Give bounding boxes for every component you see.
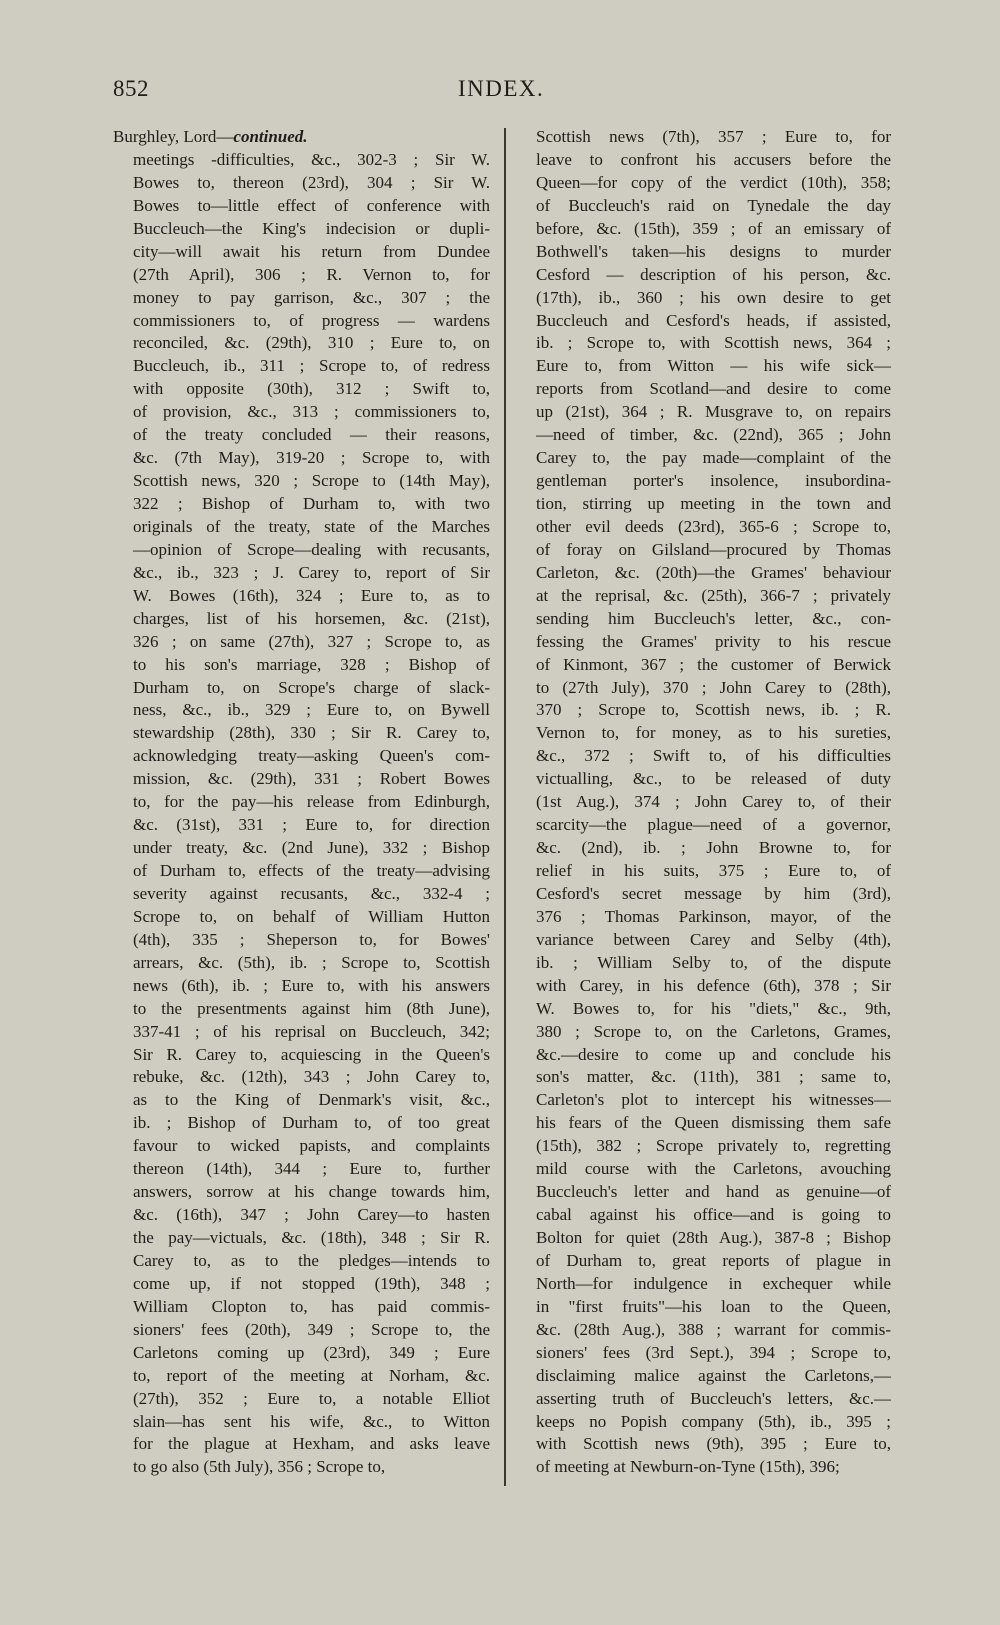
text-line: (27th April), 306 ; R. Vernon to, for [133, 264, 490, 284]
text-line: come up, if not stopped (19th), 348 ; [133, 1273, 490, 1293]
text-line: victualling, &c., to be released of duty [536, 769, 891, 789]
text-line: 380 ; Scrope to, on the Carletons, Grames, [536, 1021, 891, 1041]
text-line: Carleton's plot to intercept his witnesses— [536, 1090, 891, 1110]
text-line: ib. ; Scrope to, with Scottish news, 364 ; [536, 333, 891, 353]
text-line: 337-41 ; of his reprisal on Buccleuch, 342; [133, 1021, 490, 1041]
text-line: Bothwell's taken—his designs to murder [536, 241, 891, 261]
text-line: of meeting at Newburn-on-Tyne (15th), 396; [536, 1457, 840, 1477]
text-line: to, for the pay—his release from Edinburgh, [133, 792, 490, 812]
text-line: &c. (28th Aug.), 388 ; warrant for commis- [536, 1319, 891, 1339]
text-line: disclaiming malice against the Carletons,— [536, 1365, 891, 1385]
text-line: sending him Buccleuch's letter, &c., con- [536, 608, 891, 628]
text-line: 376 ; Thomas Parkinson, mayor, of the [536, 906, 891, 926]
text-line: variance between Carey and Selby (4th), [536, 929, 891, 949]
text-line: city—will await his return from Dundee [133, 241, 490, 261]
text-line: his fears of the Queen dismissing them safe [536, 1113, 891, 1133]
text-line: meetings -difficulties, &c., 302-3 ; Sir W. [133, 149, 490, 169]
page-number: 852 [113, 76, 149, 101]
text-line: W. Bowes to, for his "diets," &c., 9th, [536, 998, 891, 1018]
text-line: to his son's marriage, 328 ; Bishop of [133, 654, 490, 674]
text-line: at the reprisal, &c. (25th), 366-7 ; privately [536, 585, 891, 605]
text-line: mild course with the Carletons, avouching [536, 1159, 891, 1179]
text-line: to the presentments against him (8th June), [133, 998, 490, 1018]
text-line: stewardship (28th), 330 ; Sir R. Carey to, [133, 723, 490, 743]
text-line: the pay—victuals, &c. (18th), 348 ; Sir R. [133, 1228, 490, 1247]
text-line: news (6th), ib. ; Eure to, with his answers [133, 975, 490, 995]
text-line: Carey to, the pay made—complaint of the [536, 448, 891, 468]
text-line: scarcity—the plague—need of a governor, [536, 815, 891, 835]
text-line: 322 ; Bishop of Durham to, with two [133, 494, 490, 513]
text-line: reports from Scotland—and desire to come [536, 379, 891, 399]
text-line: ib. ; William Selby to, of the dispute [536, 952, 891, 972]
text-line: of Buccleuch's raid on Tynedale the day [536, 195, 891, 215]
entry-heading-name: Burghley, Lord— [113, 127, 234, 146]
text-line: with Carey, in his defence (6th), 378 ; Sir [536, 975, 891, 995]
text-line: William Clopton to, has paid commis- [133, 1296, 490, 1316]
text-line: Scottish news (7th), 357 ; Eure to, for [536, 127, 891, 146]
text-line: W. Bowes (16th), 324 ; Eure to, as to [133, 585, 490, 605]
text-line: originals of the treaty, state of the Marches [133, 516, 490, 536]
text-line: of the treaty concluded — their reasons, [133, 425, 490, 445]
text-line: cabal against his office—and is going to [536, 1205, 891, 1225]
text-line: &c., ib., 323 ; J. Carey to, report of Sir [133, 562, 490, 582]
text-line: (15th), 382 ; Scrope privately to, regretting [536, 1136, 891, 1156]
text-line: Bowes to—little effect of conference with [133, 195, 490, 215]
text-line: 326 ; on same (27th), 327 ; Scrope to, as [133, 631, 490, 651]
running-head: INDEX. [458, 76, 545, 101]
text-line: of foray on Gilsland—procured by Thomas [536, 539, 891, 559]
text-line: thereon (14th), 344 ; Eure to, further [133, 1159, 490, 1179]
text-line: ib. ; Bishop of Durham to, of too great [133, 1113, 490, 1133]
text-line: (1st Aug.), 374 ; John Carey to, of their [536, 792, 891, 812]
text-line: (4th), 335 ; Sheperson to, for Bowes' [133, 929, 490, 949]
text-line: gentleman porter's insolence, insubordina- [536, 471, 891, 491]
text-line: Cesford's secret message by him (3rd), [536, 883, 891, 903]
text-line: Buccleuch, ib., 311 ; Scrope to, of redress [133, 356, 490, 376]
text-line: Bowes to, thereon (23rd), 304 ; Sir W. [133, 172, 490, 192]
text-line: for the plague at Hexham, and asks leave [133, 1434, 490, 1454]
text-line: &c. (31st), 331 ; Eure to, for direction [133, 815, 490, 835]
text-line: Cesford — description of his person, &c. [536, 264, 891, 284]
column-divider [504, 128, 506, 1486]
text-line: with opposite (30th), 312 ; Swift to, [133, 379, 490, 399]
text-line: leave to confront his accusers before the [536, 149, 891, 169]
text-line: Buccleuch—the King's indecision or dupli- [133, 218, 490, 238]
text-line: charges, list of his horsemen, &c. (21st), [133, 608, 490, 628]
text-line: relief in his suits, 375 ; Eure to, of [536, 861, 891, 880]
text-line: Durham to, on Scrope's charge of slack- [133, 677, 490, 697]
text-line: tion, stirring up meeting in the town and [536, 494, 891, 513]
text-line: of Durham to, effects of the treaty—advising [133, 861, 490, 880]
text-line: with Scottish news (9th), 395 ; Eure to, [536, 1434, 891, 1454]
text-line: —need of timber, &c. (22nd), 365 ; John [536, 425, 891, 445]
text-line: rebuke, &c. (12th), 343 ; John Carey to, [133, 1067, 490, 1087]
text-line: 370 ; Scrope to, Scottish news, ib. ; R. [536, 700, 891, 720]
text-line: &c. (2nd), ib. ; John Browne to, for [536, 838, 891, 858]
text-line: (27th), 352 ; Eure to, a notable Elliot [133, 1388, 490, 1408]
text-line: &c.—desire to come up and conclude his [536, 1044, 891, 1064]
text-line: slain—has sent his wife, &c., to Witton [133, 1411, 490, 1431]
text-line: sioners' fees (20th), 349 ; Scrope to, the [133, 1319, 490, 1339]
text-line: Sir R. Carey to, acquiescing in the Queen's [133, 1044, 490, 1064]
text-line: Scottish news, 320 ; Scrope to (14th May), [133, 471, 490, 491]
text-line: in "first fruits"—his loan to the Queen, [536, 1296, 891, 1316]
text-line: Buccleuch and Cesford's heads, if assisted, [536, 310, 891, 330]
text-line: up (21st), 364 ; R. Musgrave to, on repairs [536, 402, 891, 422]
text-line: Carleton, &c. (20th)—the Grames' behaviour [536, 562, 891, 582]
text-line: —opinion of Scrope—dealing with recusants, [133, 539, 490, 559]
text-line: to go also (5th July), 356 ; Scrope to, [133, 1457, 386, 1477]
text-line: Carletons coming up (23rd), 349 ; Eure [133, 1342, 490, 1362]
text-line: son's matter, &c. (11th), 381 ; same to, [536, 1067, 891, 1087]
entry-heading [113, 126, 490, 149]
text-line: of provision, &c., 313 ; commissioners to, [133, 402, 490, 422]
text-line: Queen—for copy of the verdict (10th), 358; [536, 172, 891, 192]
text-line: favour to wicked papists, and complaints [133, 1136, 490, 1156]
text-line: acknowledging treaty—asking Queen's com- [133, 746, 490, 766]
text-line: North—for indulgence in exchequer while [536, 1273, 891, 1293]
text-line: Vernon to, for money, as to his sureties, [536, 723, 891, 743]
text-line: arrears, &c. (5th), ib. ; Scrope to, Scottish [133, 952, 490, 972]
text-line: of Kinmont, 367 ; the customer of Berwick [536, 654, 891, 674]
text-line: Bolton for quiet (28th Aug.), 387-8 ; Bishop [536, 1228, 891, 1247]
text-line: Buccleuch's letter and hand as genuine—of [536, 1182, 891, 1202]
text-line: Carey to, as to the pledges—intends to [133, 1250, 490, 1270]
text-line: &c. (16th), 347 ; John Carey—to hasten [133, 1205, 490, 1225]
text-line: fessing the Grames' privity to his rescue [536, 631, 891, 651]
text-line: asserting truth of Buccleuch's letters, &c.— [536, 1388, 891, 1408]
text-line: to, report of the meeting at Norham, &c. [133, 1365, 490, 1385]
text-line: Scrope to, on behalf of William Hutton [133, 906, 490, 926]
text-line: ness, &c., ib., 329 ; Eure to, on Bywell [133, 700, 490, 720]
text-line: as to the King of Denmark's visit, &c., [133, 1090, 490, 1110]
text-line: commissioners to, of progress — wardens [133, 310, 490, 330]
text-line: under treaty, &c. (2nd June), 332 ; Bishop [133, 838, 490, 858]
right-column [536, 126, 891, 1479]
text-line: severity against recusants, &c., 332-4 ; [133, 883, 490, 903]
text-line: money to pay garrison, &c., 307 ; the [133, 287, 490, 307]
text-line: reconciled, &c. (29th), 310 ; Eure to, on [133, 333, 490, 353]
left-column [113, 126, 490, 1479]
text-line: of Durham to, great reports of plague in [536, 1250, 891, 1270]
text-line: keeps no Popish company (5th), ib., 395 ; [536, 1411, 891, 1431]
text-line: sioners' fees (3rd Sept.), 394 ; Scrope to, [536, 1342, 891, 1362]
text-line: &c., 372 ; Swift to, of his difficulties [536, 746, 891, 766]
text-line: before, &c. (15th), 359 ; of an emissary of [536, 218, 891, 238]
text-line: (17th), ib., 360 ; his own desire to get [536, 287, 891, 307]
entry-heading-continued: continued. [233, 127, 308, 146]
text-line: &c. (7th May), 319-20 ; Scrope to, with [133, 448, 490, 468]
text-line: mission, &c. (29th), 331 ; Robert Bowes [133, 769, 490, 789]
text-line: answers, sorrow at his change towards him, [133, 1182, 490, 1202]
page-header [113, 76, 873, 110]
text-line: Eure to, from Witton — his wife sick— [536, 356, 891, 376]
text-line: to (27th July), 370 ; John Carey to (28th), [536, 677, 891, 697]
text-line: other evil deeds (23rd), 365-6 ; Scrope to, [536, 516, 891, 536]
